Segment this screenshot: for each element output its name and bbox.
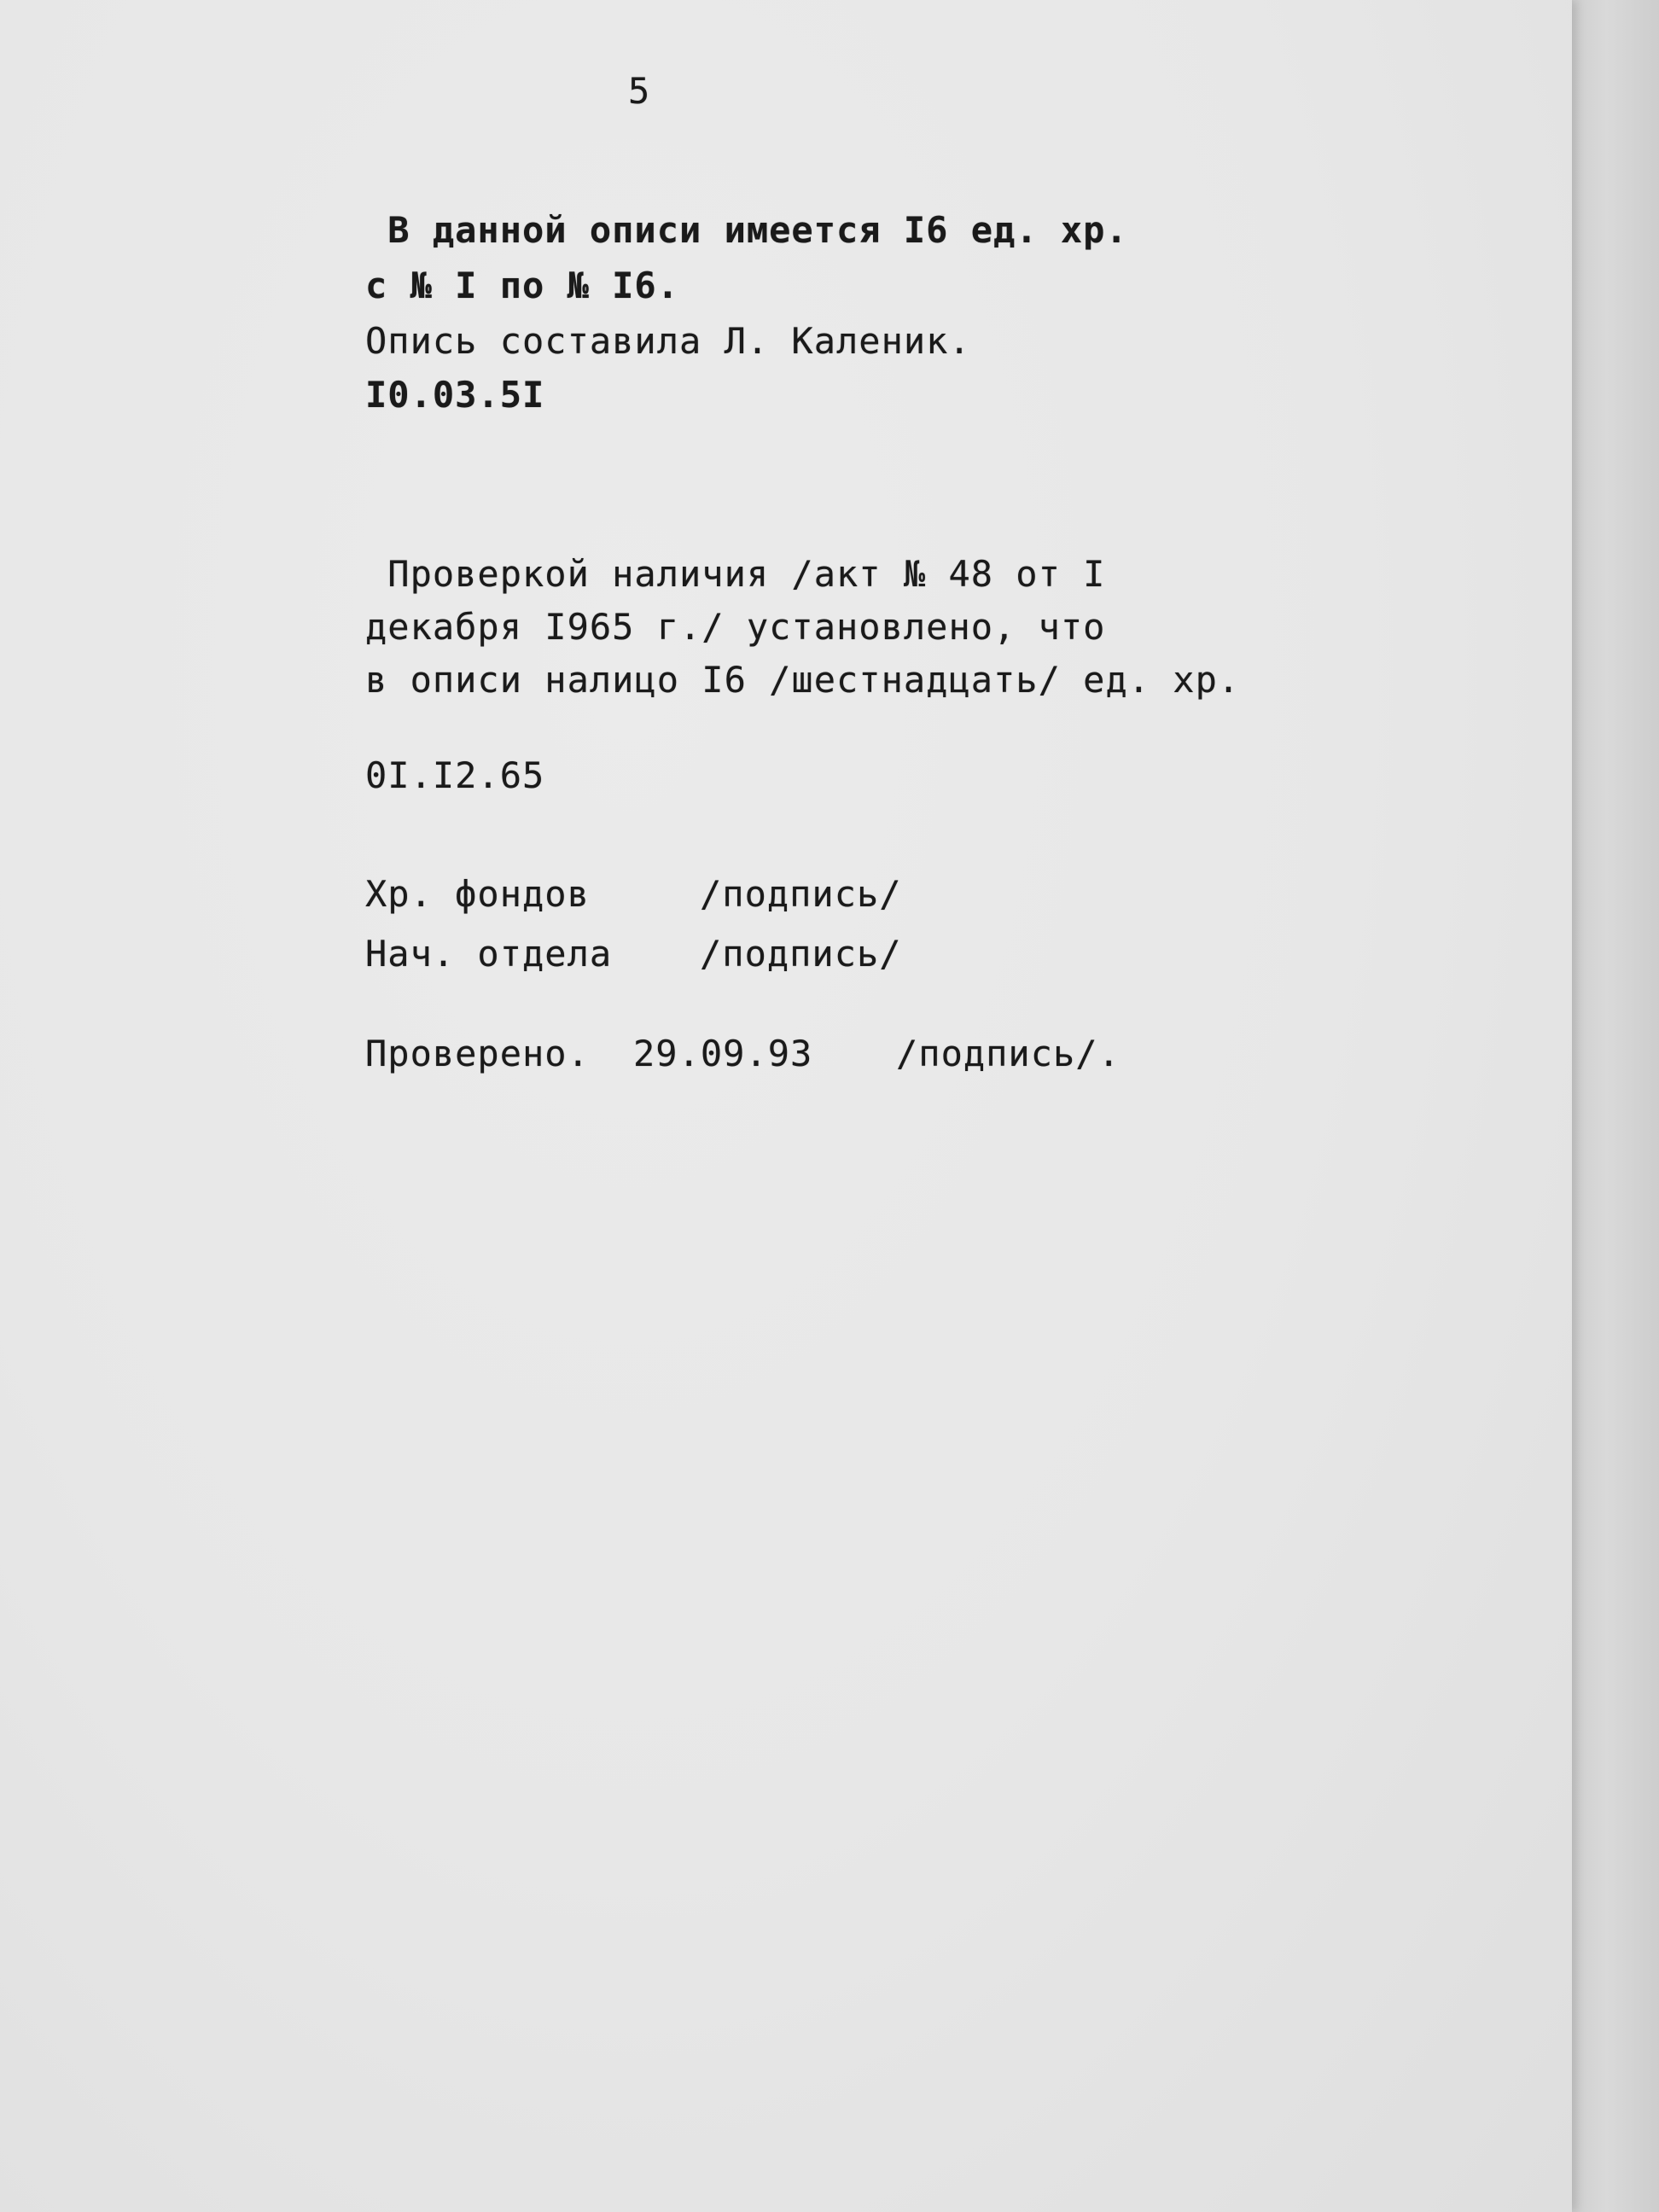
check-date: 0I.I2.65 [365, 754, 545, 796]
signature-title-head: Нач. отдела [365, 933, 613, 975]
inventory-line-2: с № I по № I6. [365, 265, 680, 306]
inventory-date: I0.03.5I [365, 374, 545, 416]
signature-title-keeper: Хр. фондов [365, 873, 590, 915]
verified-signature: /подпись/. [896, 1033, 1121, 1074]
inventory-line-3: Опись составила Л. Каленик. [365, 320, 971, 362]
page-number: 5 [628, 70, 651, 112]
check-line-2: декабря I965 г./ установлено, что [365, 606, 1106, 648]
check-line-1: Проверкой наличия /акт № 48 от I [365, 553, 1106, 595]
underlying-page-edge [1572, 0, 1659, 2212]
signature-head: /подпись/ [700, 933, 902, 975]
inventory-line-1: В данной описи имеется I6 ед. хр. [365, 209, 1128, 251]
verified-label: Проверено. [365, 1033, 590, 1074]
verified-date: 29.09.93 [633, 1033, 813, 1074]
signature-keeper: /подпись/ [700, 873, 902, 915]
check-line-3: в описи налицо I6 /шестнадцать/ ед. хр. [365, 659, 1241, 701]
